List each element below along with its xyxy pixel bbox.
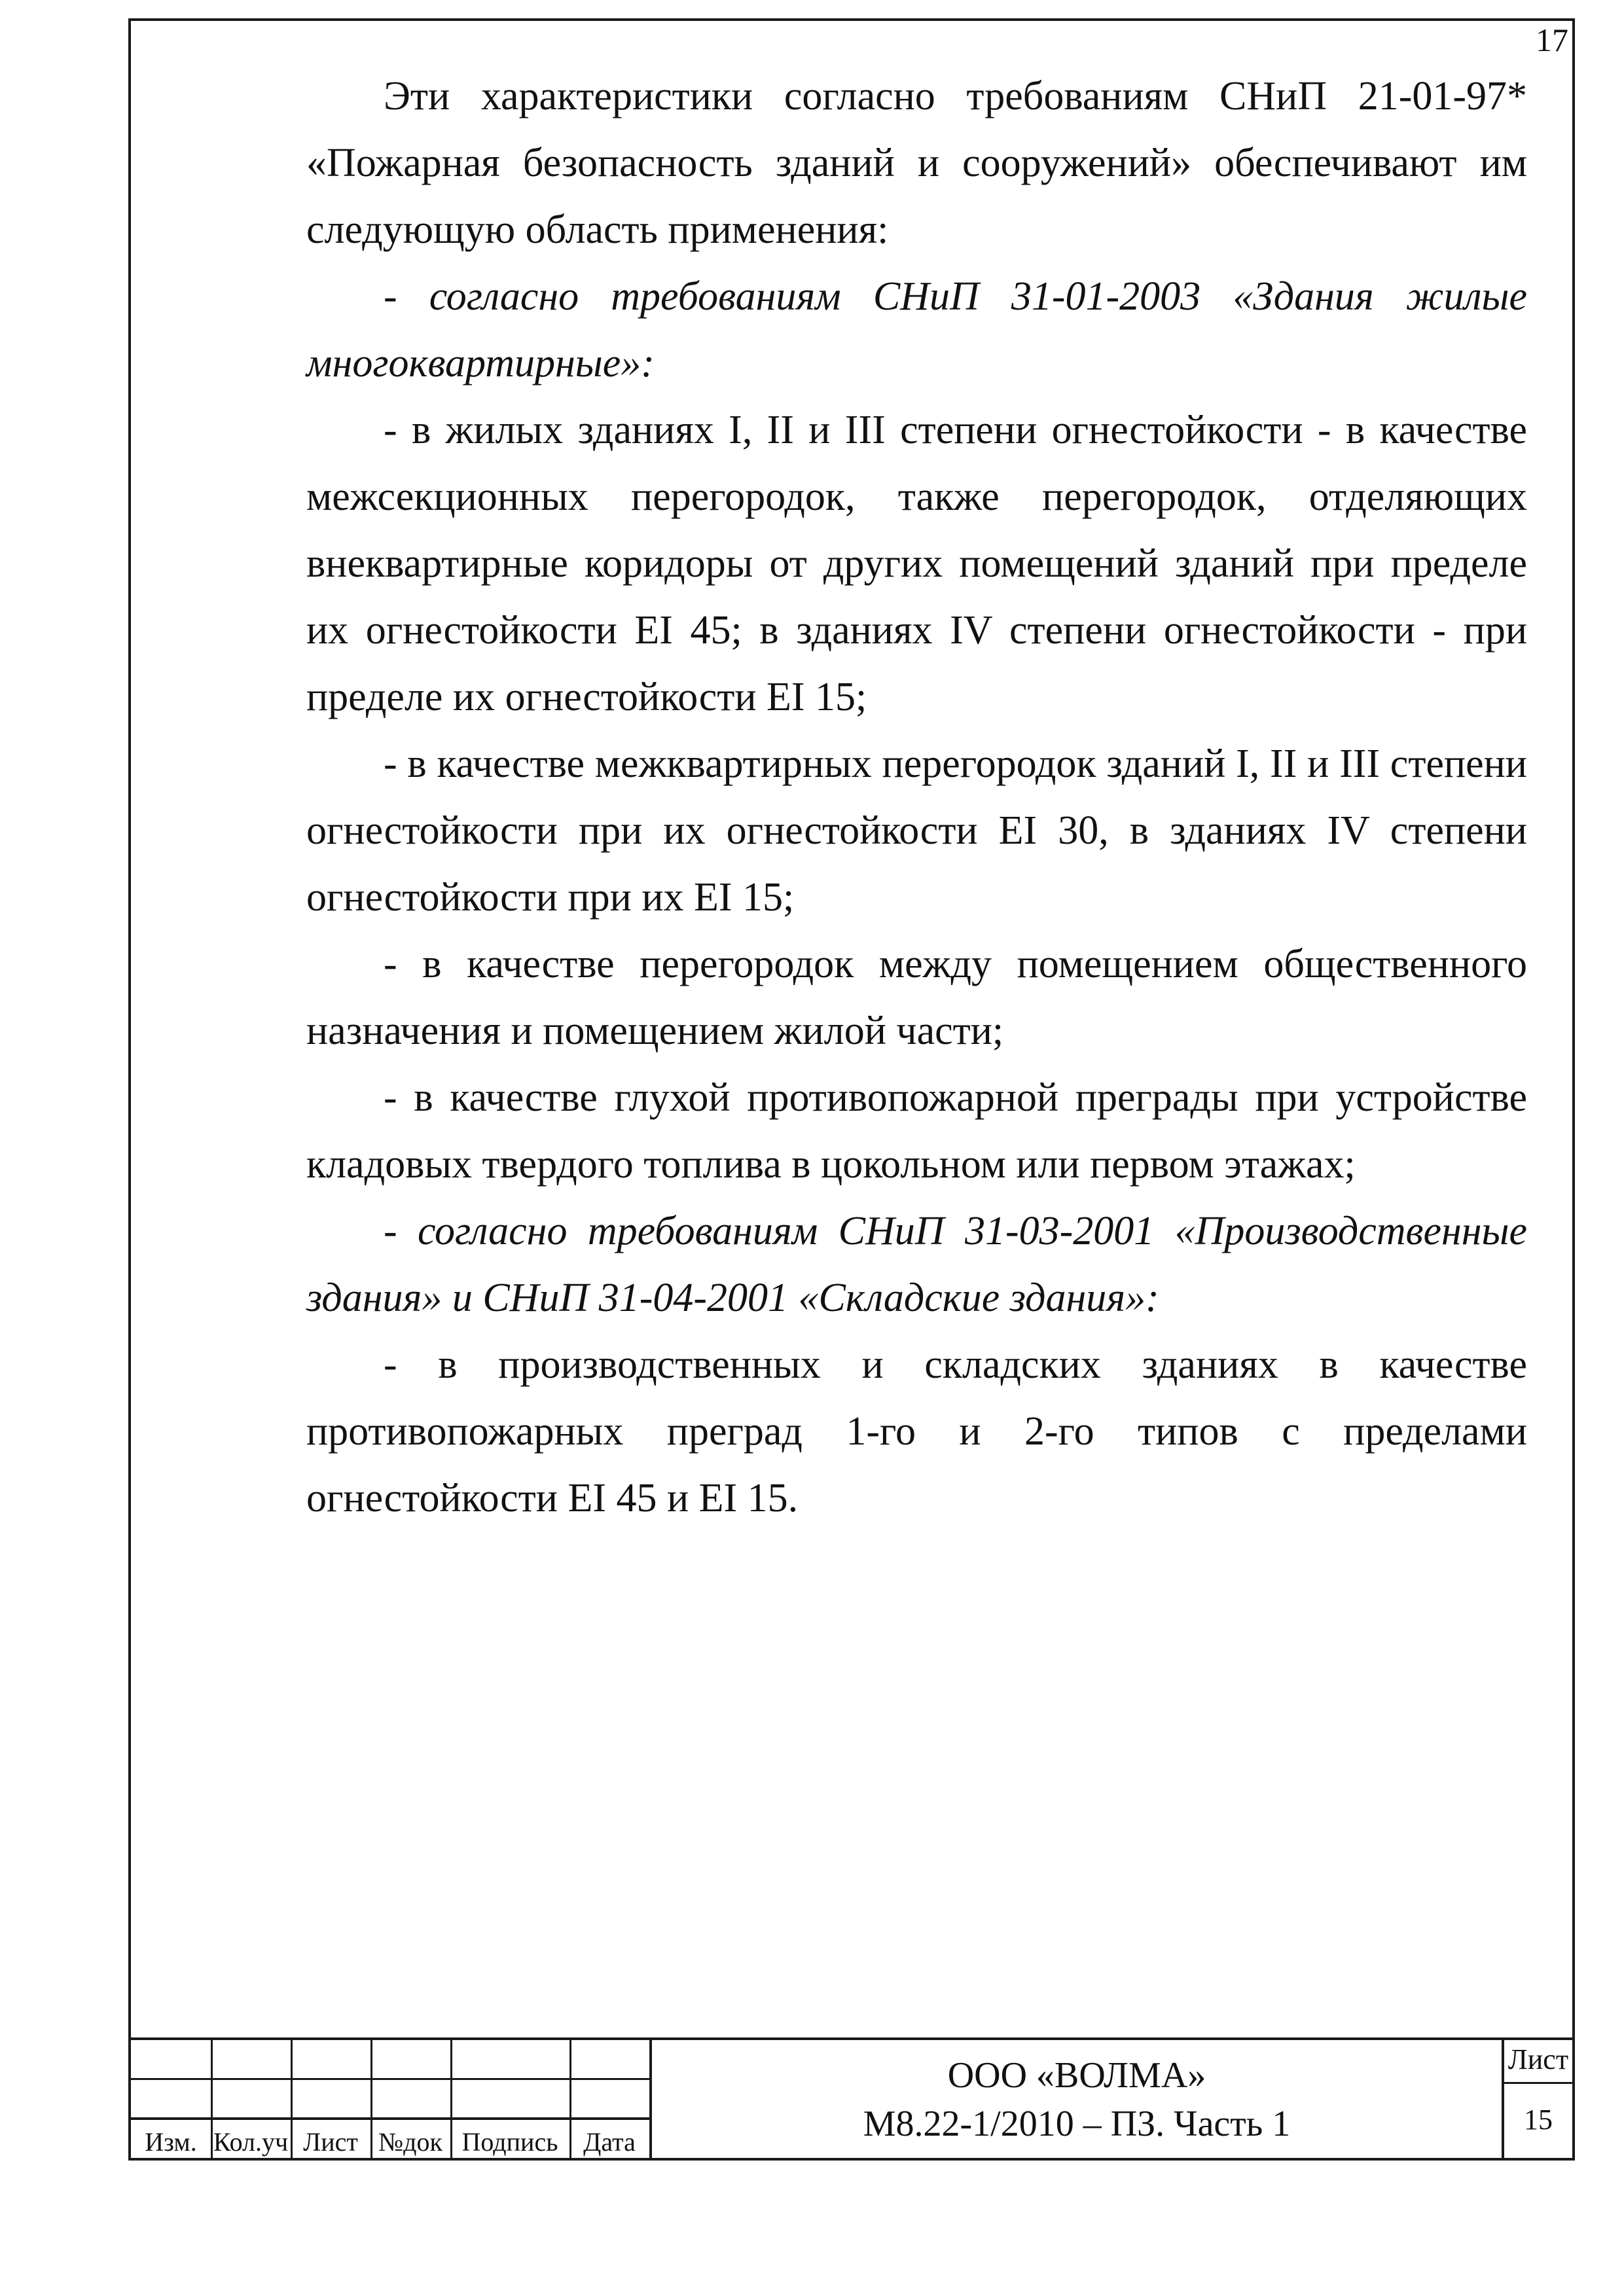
paragraph: - в качестве межквартирных перегородок зданий I, II и III степени огнестойкости при их огнестойкости EI 30, в зданиях IV степени огнестойкости при их EI 15;	[306, 742, 1527, 920]
paragraph: - в качестве глухой противопожарной преграды при устройстве кладовых твердого топлива в цокольном или первом этажах;	[306, 1075, 1527, 1187]
paragraph: - согласно требованиям СНиП 31-01-2003 «Здания жилые многоквартирные»:	[306, 274, 1527, 386]
sheet-divider	[1504, 2082, 1572, 2084]
stamp-title-area	[649, 2040, 1504, 2158]
paragraph: - в жилых зданиях I, II и III степени огнестойкости - в качестве межсекционных перегородок, также перегородок, отделяющих внеквартирные коридоры от других помещений зданий при пределе их огнестойкости EI 45; в зданиях IV степени огнестойкости - при пределе их огнестойкости EI 15;	[306, 408, 1527, 719]
column-label-ndok: №док	[378, 2127, 442, 2157]
page-number: 17	[1536, 22, 1568, 58]
column-label-kol-uch: Кол.уч	[213, 2127, 289, 2157]
text-body	[306, 63, 1527, 1532]
paragraph: Эти характеристики согласно требованиям СНиП 21-01-97* «Пожарная безопасность зданий и сооружений» обеспечивают им следующую область применения:	[306, 74, 1527, 252]
column-label-list: Лист	[303, 2127, 358, 2157]
document-code: М8.22-1/2010 – ПЗ. Часть 1	[863, 2104, 1291, 2144]
sheet-label: Лист	[1507, 2043, 1569, 2075]
page-frame	[128, 18, 1575, 2161]
grid-row-line	[131, 2078, 649, 2080]
column-label-signature: Подпись	[461, 2127, 558, 2157]
sheet-box	[1504, 2040, 1572, 2158]
paragraph: - согласно требованиям СНиП 31-03-2001 «Производственные здания» и СНиП 31-04-2001 «Складские здания»:	[306, 1209, 1527, 1320]
sheet-number: 15	[1524, 2104, 1553, 2136]
organization-name: ООО «ВОЛМА»	[947, 2055, 1206, 2096]
column-label-date: Дата	[583, 2127, 636, 2157]
grid-row-line	[131, 2117, 649, 2120]
column-label-izm: Изм.	[145, 2127, 197, 2157]
paragraph: - в качестве перегородок между помещением общественного назначения и помещением жилой части;	[306, 942, 1527, 1053]
title-block-stamp	[131, 2037, 1572, 2158]
revision-grid	[131, 2040, 649, 2158]
paragraph: - в производственных и складских зданиях в качестве противопожарных преград 1-го и 2-го типов с пределами огнестойкости EI 45 и EI 15.	[306, 1342, 1527, 1520]
